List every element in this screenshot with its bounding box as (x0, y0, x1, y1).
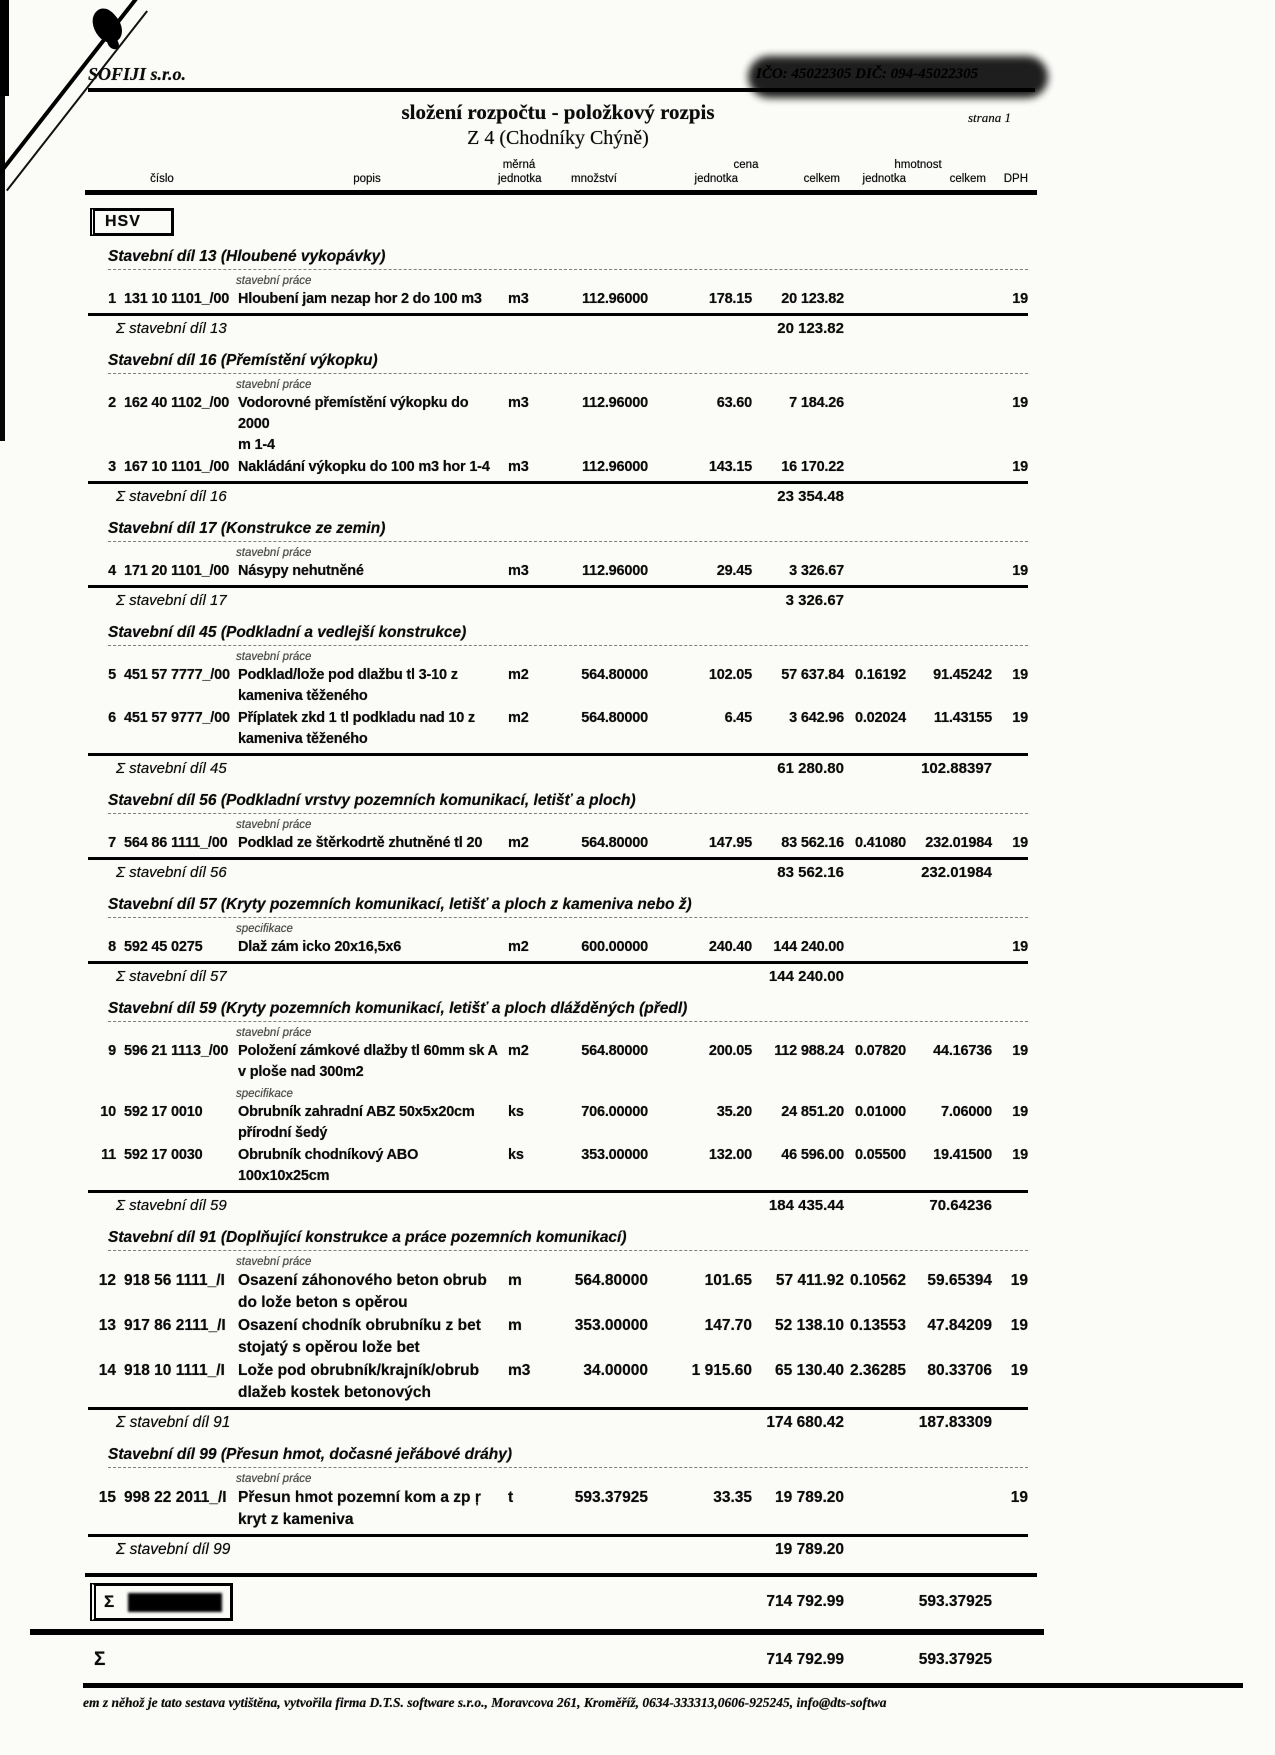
item-row (88, 1145, 1028, 1187)
item-unit-price: 147.70 (704, 1317, 752, 1334)
item-code: 451 57 7777_/00 (124, 667, 230, 683)
item-unit-weight: 0.01000 (854, 1104, 906, 1120)
item-unit: m2 (508, 939, 529, 955)
item-unit: m3 (508, 563, 529, 579)
item-description-line: Položení zámkové dlažby tl 60mm sk A (238, 1043, 498, 1059)
budget-table (88, 158, 1028, 186)
section-sum-label: Σ stavební díl 17 (116, 592, 227, 609)
item-code: 998 22 2011_/I (124, 1489, 227, 1506)
item-description (236, 457, 498, 478)
item-description-line: Osazení záhonového beton obrub (238, 1272, 487, 1289)
work-type-label: stavební práce (236, 1473, 312, 1485)
item-description-line: kameniva těženého (238, 731, 368, 747)
company-name: SOFIJI s.r.o. (88, 64, 187, 84)
column-merna: měrná (502, 159, 536, 171)
redacted-company-ids (748, 56, 1048, 98)
section-sum-row (88, 961, 1028, 988)
section-title: Stavební díl 57 (Kryty pozemních komunikací, letišť a ploch z kameniva nebo ž) (108, 896, 1028, 918)
item-unit-weight: 2.36285 (849, 1362, 906, 1379)
item-unit-price: 35.20 (716, 1104, 752, 1120)
item-row (88, 393, 1028, 456)
item-description (236, 393, 498, 456)
item-number: 4 (108, 563, 116, 579)
item-total-price: 65 130.40 (775, 1362, 844, 1379)
column-popis: popis (353, 173, 381, 185)
item-code: 171 20 1101_/00 (124, 563, 230, 579)
section-sum-label: Σ stavební díl 99 (116, 1541, 231, 1558)
item-unit: m (508, 1317, 522, 1334)
item-total-price: 112 988.24 (774, 1043, 844, 1059)
section-title: Stavební díl 13 (Hloubené vykopávky) (108, 248, 1028, 270)
item-total-price: 46 596.00 (781, 1147, 844, 1163)
item-unit: m2 (508, 667, 529, 683)
work-type-label: specifikace (236, 1088, 293, 1100)
item-total-price: 57 411.92 (775, 1272, 844, 1289)
section-sum-cena: 174 680.42 (766, 1414, 844, 1431)
grand-total-hmotnost: 593.37925 (918, 1651, 992, 1668)
item-quantity: 112.96000 (582, 459, 648, 475)
section-title: Stavební díl 56 (Podkladní vrstvy pozemních komunikací, letišť a ploch) (108, 792, 1028, 814)
item-unit: m2 (508, 835, 529, 851)
item-total-price: 7 184.26 (789, 395, 844, 411)
item-row (88, 1487, 1028, 1531)
section-sum-hmotnost: 232.01984 (921, 864, 992, 881)
item-unit-price: 132.00 (708, 1147, 752, 1163)
sections-container (88, 248, 1028, 1561)
column-cislo: číslo (150, 173, 174, 185)
item-number: 1 (108, 291, 116, 307)
item-vat: 19 (1012, 1104, 1028, 1120)
item-unit: m (508, 1272, 522, 1289)
section-sum-label: Σ stavební díl 16 (116, 488, 227, 505)
item-unit-weight: 0.16192 (854, 667, 906, 683)
item-vat: 19 (1010, 1317, 1028, 1334)
item-description-line: Příplatek zkd 1 tl podkladu nad 10 z (238, 710, 475, 726)
item-description (236, 665, 498, 707)
item-unit-price: 1 915.60 (691, 1362, 752, 1379)
item-code: 131 10 1101_/00 (124, 291, 230, 307)
item-row (88, 937, 1028, 958)
section-sum-label: Σ stavební díl 59 (116, 1197, 227, 1214)
item-description-line: dlažeb kostek betonových (238, 1384, 431, 1401)
item-number: 6 (108, 710, 116, 726)
redaction-smudge (748, 56, 1048, 98)
item-unit-price: 101.65 (704, 1272, 752, 1289)
item-unit-price: 200.05 (708, 1043, 752, 1059)
item-unit: m3 (508, 291, 529, 307)
item-total-price: 144 240.00 (773, 939, 844, 955)
item-row (88, 289, 1028, 310)
section-sum-row (88, 753, 1028, 780)
item-description-line: kameniva těženého (238, 688, 368, 704)
item-description-line: Lože pod obrubník/krajník/obrub (238, 1362, 480, 1379)
item-number: 11 (101, 1147, 116, 1163)
item-description (236, 1360, 498, 1404)
section-title: Stavební díl 99 (Přesun hmot, dočasné jeřábové dráhy) (108, 1446, 1028, 1468)
item-unit-price: 102.05 (708, 667, 752, 683)
section-title: Stavební díl 91 (Doplňující konstrukce a práce pozemních komunikací) (108, 1229, 1028, 1251)
item-quantity: 353.00000 (581, 1147, 648, 1163)
grand-total-final-row (88, 1647, 1028, 1673)
work-type-label: stavební práce (236, 275, 312, 287)
item-row (88, 1360, 1028, 1404)
section-sum-row (88, 313, 1028, 340)
item-unit: m3 (508, 459, 529, 475)
item-description (236, 937, 498, 958)
item-unit-price: 6.45 (724, 710, 752, 726)
item-total-weight: 47.84209 (927, 1317, 992, 1334)
column-mnozstvi: množství (570, 173, 617, 185)
item-description (236, 1041, 498, 1083)
section-sum-label: Σ stavební díl 57 (116, 968, 227, 985)
item-number: 12 (98, 1272, 116, 1289)
sigma-icon: Σ (104, 1592, 115, 1611)
section-sum-cena: 3 326.67 (785, 592, 844, 609)
work-type-label: stavební práce (236, 651, 312, 663)
column-group-hmotnost: hmotnost (894, 159, 942, 171)
item-unit: m2 (508, 1043, 529, 1059)
section-sum-cena: 23 354.48 (777, 488, 844, 505)
item-number: 8 (108, 939, 116, 955)
footer-rule (83, 1683, 1243, 1688)
item-description-line: stojatý s opěrou lože bet (238, 1339, 420, 1356)
section-sum-label: Σ stavební díl 91 (116, 1414, 231, 1431)
print-footer: em z něhož je tato sestava vytištěna, vytvořila firma D.T.S. software s.r.o., Moravcova 261, Kroměříž, 0634-333313,0606-925245, info@dts-softwa (83, 1695, 887, 1710)
item-number: 10 (100, 1104, 116, 1120)
item-total-price: 83 562.16 (781, 835, 844, 851)
section-sum-row (88, 857, 1028, 884)
section-sum-hmotnost: 187.83309 (918, 1414, 992, 1431)
item-unit: ks (508, 1104, 524, 1120)
column-group-cena: cena (733, 159, 759, 171)
item-number: 2 (108, 395, 116, 411)
grand-total-cena: 714 792.99 (766, 1651, 844, 1668)
work-type-label: stavební práce (236, 1027, 312, 1039)
section-sum-cena: 61 280.80 (777, 760, 844, 777)
column-merna-jednotka: jednotka (498, 173, 542, 185)
section-sum-cena: 19 789.20 (775, 1541, 844, 1558)
scan-edge-artifact (0, 0, 9, 96)
item-quantity: 564.80000 (581, 667, 648, 683)
item-vat: 19 (1012, 563, 1028, 579)
section-sum-cena: 184 435.44 (768, 1197, 844, 1214)
item-description-line: Osazení chodník obrubníku z bet (238, 1317, 481, 1334)
column-hmotnost-jednotka: jednotka (862, 173, 906, 185)
item-quantity: 353.00000 (574, 1317, 648, 1334)
item-description (236, 1145, 498, 1187)
item-total-price: 16 170.22 (781, 459, 844, 475)
item-description-line: 100x10x25cm (238, 1168, 330, 1184)
column-header-groups (88, 158, 1028, 172)
item-total-price: 3 326.67 (789, 563, 844, 579)
column-cena-celkem: celkem (803, 173, 840, 185)
item-total-weight: 80.33706 (927, 1362, 992, 1379)
item-number: 7 (108, 835, 116, 851)
item-quantity: 564.80000 (581, 835, 648, 851)
document-title: složení rozpočtu - položkový rozpis (401, 100, 715, 124)
section-sum-label: Σ stavební díl 45 (116, 760, 227, 777)
item-vat: 19 (1012, 459, 1028, 475)
item-description-line: přírodní šedý (238, 1125, 328, 1141)
item-unit-weight: 0.13553 (849, 1317, 906, 1334)
item-description-line: Přesun hmot pozemní kom a zp ŗ (238, 1489, 481, 1506)
item-code: 918 56 1111_/I (124, 1272, 225, 1289)
item-vat: 19 (1010, 1489, 1028, 1506)
item-row (88, 833, 1028, 854)
item-vat: 19 (1012, 939, 1028, 955)
item-code: 162 40 1102_/00 (124, 395, 230, 411)
section-sum-hmotnost: 102.88397 (921, 760, 992, 777)
item-code: 564 86 1111_/00 (124, 835, 228, 851)
item-quantity: 564.80000 (574, 1272, 648, 1289)
grand-total-boxed-row (88, 1583, 1028, 1621)
column-cena-jednotka: jednotka (694, 173, 738, 185)
section-sum-row (88, 1407, 1028, 1434)
section-sum-row (88, 1190, 1028, 1217)
item-number: 13 (98, 1317, 116, 1334)
item-description-line: Obrubník chodníkový ABO (238, 1147, 419, 1163)
item-description (236, 708, 498, 750)
section-sum-label: Σ stavební díl 13 (116, 320, 227, 337)
item-total-price: 20 123.82 (781, 291, 844, 307)
item-total-weight: 11.43155 (933, 710, 992, 726)
section-title: Stavební díl 45 (Podkladní a vedlejší konstrukce) (108, 624, 1028, 646)
item-description (236, 1487, 498, 1531)
item-unit-weight: 0.10562 (849, 1272, 906, 1289)
item-quantity: 112.96000 (582, 563, 648, 579)
grand-total-hmotnost: 593.37925 (918, 1593, 992, 1610)
item-row (88, 561, 1028, 582)
work-type-label: stavební práce (236, 819, 312, 831)
item-number: 9 (108, 1043, 116, 1059)
item-total-weight: 7.06000 (940, 1104, 992, 1120)
item-total-price: 57 637.84 (781, 667, 844, 683)
section-sum-label: Σ stavební díl 56 (116, 864, 227, 881)
totals-separator-rule (30, 1629, 1044, 1635)
work-type-label: stavební práce (236, 547, 312, 559)
item-unit: ks (508, 1147, 524, 1163)
item-description-line: Dlaž zám icko 20x16,5x6 (238, 939, 402, 955)
item-total-price: 24 851.20 (781, 1104, 844, 1120)
sigma-box (90, 1583, 233, 1621)
item-unit: m2 (508, 710, 529, 726)
item-row (88, 708, 1028, 750)
item-row (88, 665, 1028, 707)
item-code: 918 10 1111_/I (124, 1362, 225, 1379)
item-quantity: 34.00000 (583, 1362, 648, 1379)
item-vat: 19 (1012, 710, 1028, 726)
item-code: 596 21 1113_/00 (124, 1043, 229, 1059)
sigma-icon: Σ (94, 1649, 106, 1670)
item-description-line: Nakládání výkopku do 100 m3 hor 1-4 (238, 459, 490, 475)
item-vat: 19 (1010, 1272, 1028, 1289)
item-total-weight: 44.16736 (933, 1043, 992, 1059)
item-quantity: 593.37925 (574, 1489, 648, 1506)
column-headers (88, 172, 1028, 186)
item-unit-price: 29.45 (716, 563, 752, 579)
item-vat: 19 (1012, 835, 1028, 851)
section-sum-hmotnost: 70.64236 (929, 1197, 992, 1214)
item-number: 14 (98, 1362, 116, 1379)
item-quantity: 600.00000 (581, 939, 648, 955)
item-row (88, 1315, 1028, 1359)
item-vat: 19 (1012, 395, 1028, 411)
section-sum-cena: 83 562.16 (777, 864, 844, 881)
item-vat: 19 (1012, 1147, 1028, 1163)
item-description (236, 1102, 498, 1144)
section-title: Stavební díl 17 (Konstrukce ze zemin) (108, 520, 1028, 542)
item-total-price: 19 789.20 (775, 1489, 844, 1506)
work-type-label: stavební práce (236, 379, 312, 391)
item-code: 451 57 9777_/00 (124, 710, 230, 726)
item-unit-price: 178.15 (708, 291, 752, 307)
section-sum-row (88, 1534, 1028, 1561)
item-total-weight: 19.41500 (933, 1147, 992, 1163)
item-unit-weight: 0.02024 (854, 710, 906, 726)
item-description-line: Obrubník zahradní ABZ 50x5x20cm (238, 1104, 475, 1120)
item-quantity: 112.96000 (582, 291, 648, 307)
item-description (236, 289, 498, 310)
item-quantity: 112.96000 (582, 395, 648, 411)
item-description-line: do lože beton s opěrou (238, 1294, 408, 1311)
item-unit-weight: 0.41080 (854, 835, 906, 851)
item-row (88, 457, 1028, 478)
item-description-line: m 1-4 (238, 437, 275, 453)
item-description (236, 1270, 498, 1314)
item-description-line: v ploše nad 300m2 (238, 1064, 364, 1080)
column-hmotnost-celkem: celkem (949, 173, 986, 185)
item-unit-weight: 0.07820 (854, 1043, 906, 1059)
item-description (236, 1315, 498, 1359)
item-description-line: Podklad ze štěrkodrtě zhutněné tl 20 (238, 835, 483, 851)
item-vat: 19 (1012, 291, 1028, 307)
column-header-rule (85, 190, 1037, 195)
item-unit-price: 240.40 (708, 939, 752, 955)
section-title: Stavební díl 59 (Kryty pozemních komunikací, letišť a ploch dlážděných (předl) (108, 1000, 1028, 1022)
section-sum-cena: 20 123.82 (777, 320, 844, 337)
totals-rule (85, 1573, 1037, 1577)
work-type-label: specifikace (236, 923, 293, 935)
item-description-line: Podklad/lože pod dlažbu tl 3-10 z (238, 667, 458, 683)
document-subtitle: Z 4 (Chodníky Chýně) (467, 127, 649, 149)
item-total-weight: 59.65394 (927, 1272, 992, 1289)
item-number: 15 (98, 1489, 116, 1506)
item-code: 592 17 0010 (124, 1104, 203, 1120)
item-total-price: 52 138.10 (775, 1317, 844, 1334)
section-sum-cena: 144 240.00 (768, 968, 844, 985)
redaction-bar (128, 1593, 222, 1612)
item-vat: 19 (1012, 1043, 1028, 1059)
item-description-line: kryt z kameniva (238, 1511, 354, 1528)
section-title: Stavební díl 16 (Přemístění výkopku) (108, 352, 1028, 374)
group-hsv-box: HSV (90, 208, 174, 236)
item-code: 592 45 0275 (124, 939, 203, 955)
item-quantity: 706.00000 (581, 1104, 648, 1120)
item-unit: t (508, 1489, 514, 1506)
item-quantity: 564.80000 (581, 710, 648, 726)
item-quantity: 564.80000 (581, 1043, 648, 1059)
item-vat: 19 (1012, 667, 1028, 683)
item-total-price: 3 642.96 (789, 710, 844, 726)
item-description-line: Násypy nehutněné (238, 563, 364, 579)
scan-edge-artifact (0, 96, 5, 441)
item-unit: m3 (508, 395, 529, 411)
item-unit-price: 33.35 (713, 1489, 752, 1506)
item-code: 167 10 1101_/00 (124, 459, 230, 475)
item-description-line: Hloubení jam nezap hor 2 do 100 m3 (238, 291, 482, 307)
item-unit-price: 147.95 (708, 835, 752, 851)
page-number-label: strana 1 (968, 110, 1011, 125)
item-unit-weight: 0.05500 (854, 1147, 906, 1163)
item-total-weight: 91.45242 (933, 667, 992, 683)
item-unit-price: 63.60 (716, 395, 752, 411)
item-unit: m3 (508, 1362, 531, 1379)
section-sum-row (88, 481, 1028, 508)
column-dph: DPH (1003, 173, 1028, 185)
item-row (88, 1041, 1028, 1083)
item-number: 3 (108, 459, 116, 475)
item-vat: 19 (1010, 1362, 1028, 1379)
item-description-line: Vodorovné přemístění výkopku do 2000 (238, 395, 469, 432)
item-code: 917 86 2111_/I (124, 1317, 226, 1334)
grand-total-cena: 714 792.99 (766, 1593, 844, 1610)
section-sum-row (88, 585, 1028, 612)
item-description (236, 561, 498, 582)
item-row (88, 1270, 1028, 1314)
item-number: 5 (108, 667, 116, 683)
item-code: 592 17 0030 (124, 1147, 203, 1163)
item-total-weight: 232.01984 (925, 835, 992, 851)
item-unit-price: 143.15 (708, 459, 752, 475)
item-row (88, 1102, 1028, 1144)
work-type-label: stavební práce (236, 1256, 312, 1268)
item-description (236, 833, 498, 854)
